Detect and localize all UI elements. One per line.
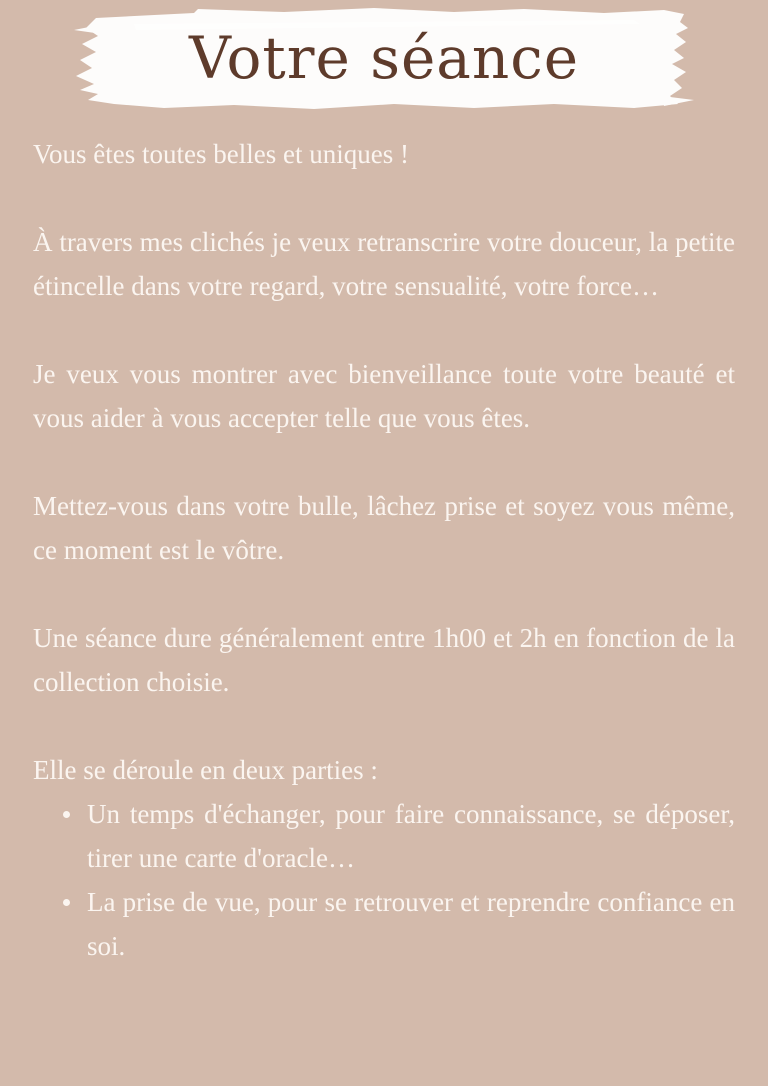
- paragraph-kindness: Je veux vous montrer avec bienveillance toute votre beauté et vous aider à vous accepter telle que vous êtes.: [33, 359, 735, 433]
- list-item: [33, 880, 735, 968]
- list-item-text: La prise de vue, pour se retrouver et reprendre confiance en soi.: [87, 887, 735, 961]
- bullet-icon: [63, 811, 70, 818]
- paragraph-parts: Elle se déroule en deux parties :: [33, 755, 378, 785]
- list-item: [33, 792, 735, 880]
- paragraph-bubble: Mettez-vous dans votre bulle, lâchez prise et soyez vous même, ce moment est le vôtre.: [33, 491, 735, 565]
- content-body: [33, 132, 735, 968]
- paragraph-vision: À travers mes clichés je veux retranscrire votre douceur, la petite étincelle dans votre regard, votre sensualité, votre force…: [33, 227, 735, 301]
- title-banner: [74, 4, 694, 116]
- paragraph-intro: Vous êtes toutes belles et uniques !: [33, 139, 409, 169]
- session-parts-list: [33, 792, 735, 968]
- list-item-text: Un temps d'échanger, pour faire connaissance, se déposer, tirer une carte d'oracle…: [87, 799, 735, 873]
- bullet-icon: [63, 899, 70, 906]
- paragraph-duration: Une séance dure généralement entre 1h00 et 2h en fonction de la collection choisie.: [33, 623, 735, 697]
- page-title: Votre séance: [188, 24, 580, 92]
